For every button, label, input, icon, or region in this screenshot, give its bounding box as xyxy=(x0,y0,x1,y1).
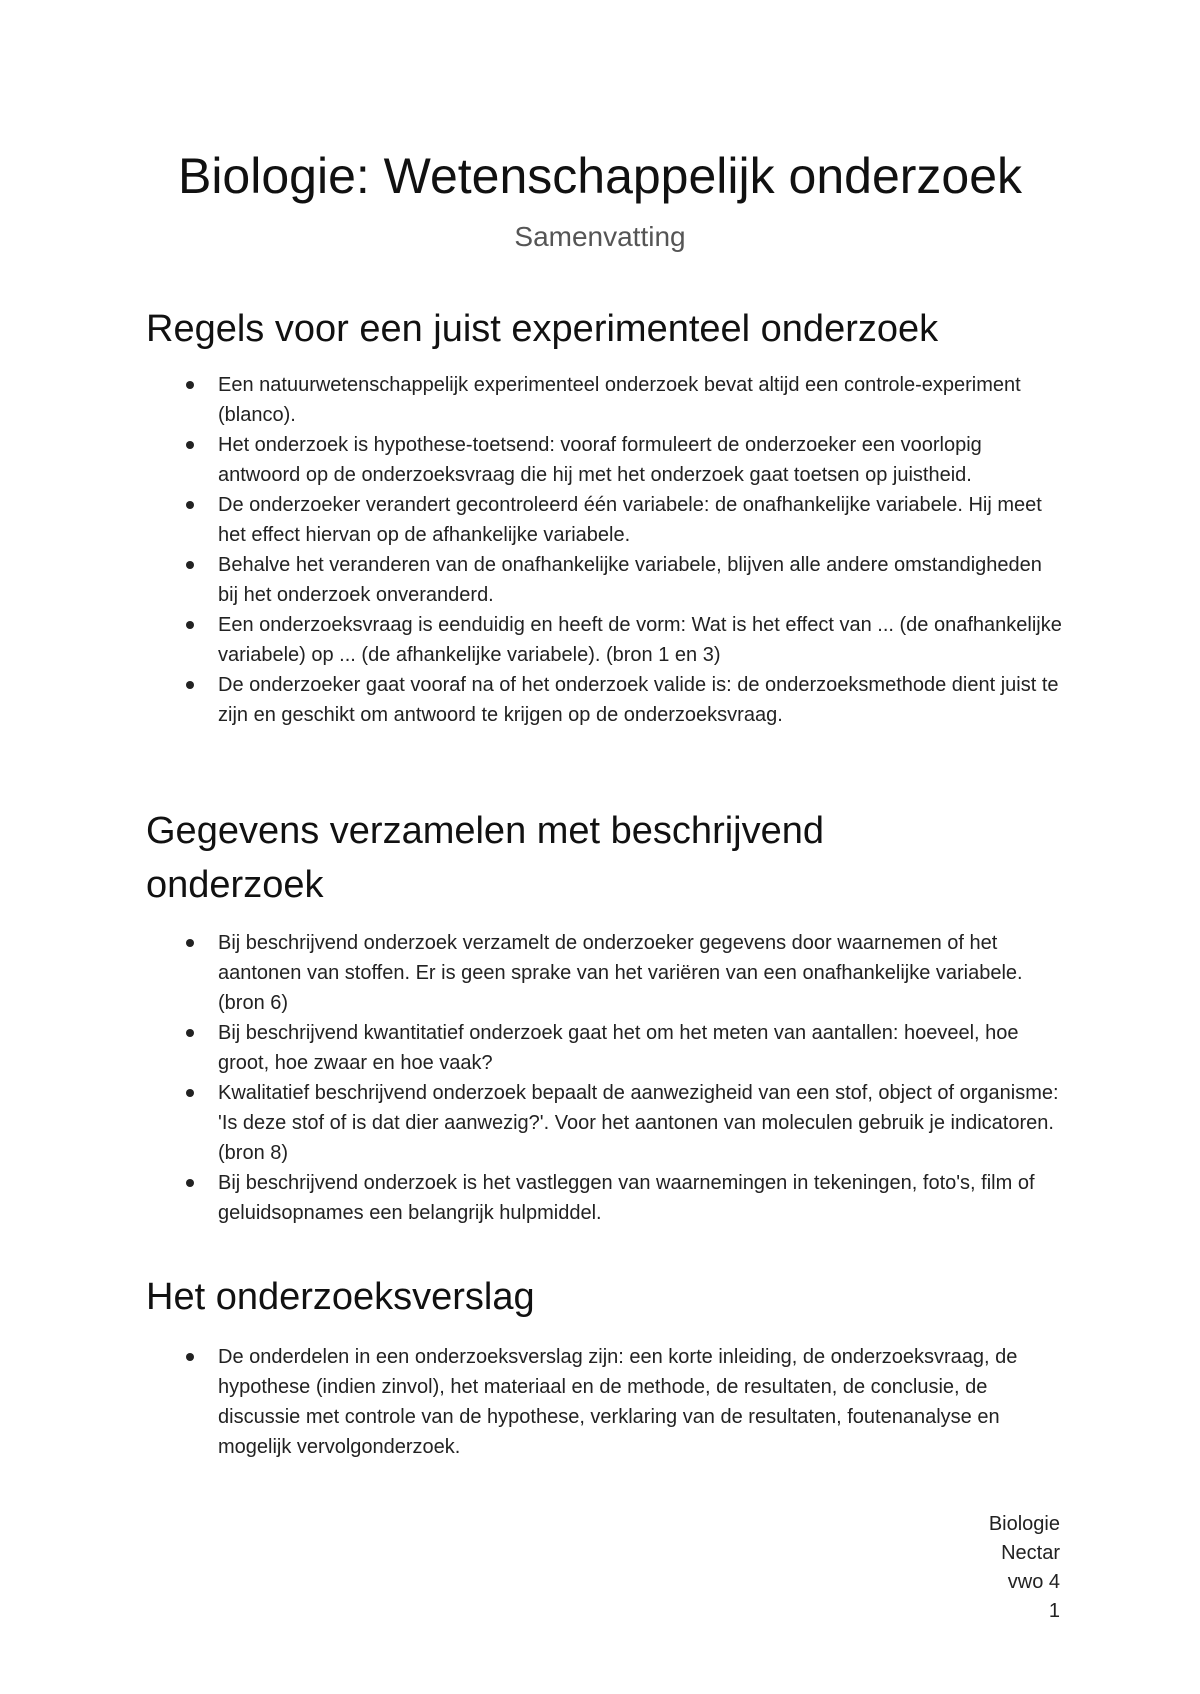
list-item xyxy=(146,670,1066,730)
list-item xyxy=(146,1078,1066,1168)
bullet-icon xyxy=(186,381,194,389)
list-item-text: Bij beschrijvend onderzoek is het vastleggen van waarnemingen in tekeningen, foto's, film of geluidsopnames een belangrijk hulpmiddel. xyxy=(218,1172,1035,1224)
list-item xyxy=(146,370,1066,430)
list-item-text: De onderdelen in een onderzoeksverslag zijn: een korte inleiding, de onderzoeksvraag, de hypothese (indien zinvol), het materiaal en de methode, de resultaten, de conclusie, de discussie met controle van de hypothese, verklaring van de resultaten, foutenanalyse en mogelijk vervolgonderzoek. xyxy=(218,1346,1018,1458)
list-item xyxy=(146,1168,1066,1228)
page-number: 1 xyxy=(1048,1600,1060,1622)
footer-level: vwo 4 xyxy=(1007,1571,1060,1593)
list-item-text: Een natuurwetenschappelijk experimenteel onderzoek bevat altijd een controle-experiment (blanco). xyxy=(218,374,1021,426)
bullet-icon xyxy=(186,1179,194,1187)
section-heading: Gegevens verzamelen met beschrijvend onderzoek xyxy=(146,810,825,906)
list-item xyxy=(146,928,1066,1018)
list-item xyxy=(146,1018,1066,1078)
list-item xyxy=(146,550,1066,610)
bullet-icon xyxy=(186,939,194,947)
bullet-icon xyxy=(186,1089,194,1097)
page-footer xyxy=(989,1510,1060,1626)
list-item-text: Bij beschrijvend kwantitatief onderzoek gaat het om het meten van aantallen: hoeveel, hoe groot, hoe zwaar en hoe vaak? xyxy=(218,1022,1019,1074)
list-item xyxy=(146,490,1066,550)
bullet-list xyxy=(146,370,1066,730)
list-item xyxy=(146,610,1066,670)
section-heading: Regels voor een juist experimenteel onderzoek xyxy=(146,308,939,350)
bullet-icon xyxy=(186,1353,194,1361)
list-item xyxy=(146,1342,1066,1462)
bullet-icon xyxy=(186,441,194,449)
list-item-text: De onderzoeker gaat vooraf na of het onderzoek valide is: de onderzoeksmethode dient juist te zijn en geschikt om antwoord te krijgen op de onderzoeksvraag. xyxy=(218,674,1059,726)
list-item xyxy=(146,430,1066,490)
list-item-text: Het onderzoek is hypothese-toetsend: vooraf formuleert de onderzoeker een voorlopig antwoord op de onderzoeksvraag die hij met het onderzoek gaat toetsen op juistheid. xyxy=(218,434,982,486)
bullet-icon xyxy=(186,561,194,569)
list-item-text: Kwalitatief beschrijvend onderzoek bepaalt de aanwezigheid van een stof, object of organisme: 'Is deze stof of is dat dier aanwezig?'. Voor het aantonen van moleculen gebruik je indicatoren. (bron 8) xyxy=(218,1082,1059,1164)
document-subtitle: Samenvatting xyxy=(514,221,686,252)
section-heading: Het onderzoeksverslag xyxy=(146,1276,535,1318)
bullet-icon xyxy=(186,681,194,689)
bullet-list xyxy=(146,1342,1066,1462)
footer-publisher: Nectar xyxy=(1001,1542,1060,1564)
footer-subject: Biologie xyxy=(988,1513,1060,1535)
bullet-icon xyxy=(186,501,194,509)
bullet-icon xyxy=(186,621,194,629)
bullet-list xyxy=(146,928,1066,1228)
list-item-text: De onderzoeker verandert gecontroleerd één variabele: de onafhankelijke variabele. Hij meet het effect hiervan op de afhankelijke variabele. xyxy=(218,494,1042,546)
list-item-text: Bij beschrijvend onderzoek verzamelt de onderzoeker gegevens door waarnemen of het aantonen van stoffen. Er is geen sprake van het variëren van een onafhankelijke variabele. (bron 6) xyxy=(218,932,1023,1014)
list-item-text: Een onderzoeksvraag is eenduidig en heeft de vorm: Wat is het effect van ... (de onafhankelijke variabele) op ... (de afhankelijke variabele). (bron 1 en 3) xyxy=(218,614,1062,666)
bullet-icon xyxy=(186,1029,194,1037)
document-title: Biologie: Wetenschappelijk onderzoek xyxy=(177,148,1023,204)
list-item-text: Behalve het veranderen van de onafhankelijke variabele, blijven alle andere omstandigheden bij het onderzoek onveranderd. xyxy=(218,554,1042,606)
